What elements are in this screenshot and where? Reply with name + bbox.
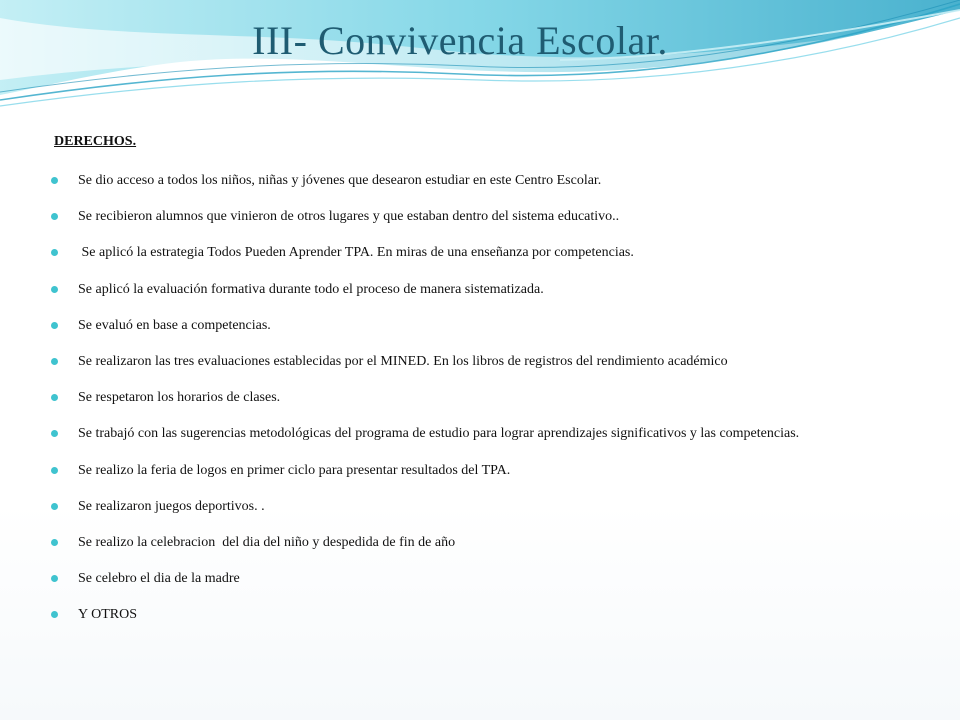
bullet-dot-icon: [51, 286, 58, 293]
list-item: [48, 236, 928, 269]
list-item-text: Se evaluó en base a competencias.: [78, 317, 271, 333]
list-item: [48, 200, 928, 233]
list-item-text: Se realizaron las tres evaluaciones establecidas por el MINED. En los libros de registros del rendimiento académico: [78, 353, 728, 369]
list-item: [48, 417, 928, 450]
list-item: [48, 562, 928, 595]
list-item-text: Se realizo la feria de logos en primer ciclo para presentar resultados del TPA.: [78, 462, 511, 478]
list-item-text: Se recibieron alumnos que vinieron de otros lugares y que estaban dentro del sistema educativo..: [78, 209, 620, 225]
list-item-text: Se dio acceso a todos los niños, niñas y jóvenes que desearon estudiar en este Centro Escolar.: [78, 173, 602, 188]
bullet-dot-icon: [51, 249, 58, 256]
slide-title: III- Convivencia Escolar.: [252, 18, 668, 63]
bullet-list: [48, 164, 928, 634]
list-item-text: Se realizo la celebracion del dia del niño y despedida de fin de año: [78, 534, 456, 550]
list-item-text: Se aplicó la evaluación formativa durante todo el proceso de manera sistematizada.: [78, 281, 544, 297]
bullet-dot-icon: [51, 430, 58, 437]
bullet-dot-icon: [51, 322, 58, 329]
list-item: [48, 309, 928, 342]
list-item: [48, 345, 928, 378]
list-item-text: Se celebro el dia de la madre: [78, 571, 240, 587]
list-item: [48, 526, 928, 559]
list-item: [48, 381, 928, 414]
bullet-dot-icon: [51, 539, 58, 546]
list-item: [48, 598, 928, 631]
bullet-dot-icon: [51, 394, 58, 401]
list-item-text: Se trabajó con las sugerencias metodológicas del programa de estudio para lograr aprendizajes significativos y las competencias.: [78, 426, 800, 442]
bullet-dot-icon: [51, 358, 58, 365]
bullet-dot-icon: [51, 213, 58, 220]
list-item-text: Se realizaron juegos deportivos. .: [78, 498, 265, 514]
list-item-text: Y OTROS: [78, 607, 137, 623]
section-heading: DERECHOS.: [54, 134, 137, 149]
bullet-dot-icon: [51, 575, 58, 582]
list-item: [48, 273, 928, 306]
bullet-dot-icon: [51, 177, 58, 184]
bullet-dot-icon: [51, 467, 58, 474]
list-item: [48, 164, 928, 197]
bullet-dot-icon: [51, 503, 58, 510]
bullet-dot-icon: [51, 611, 58, 618]
list-item: [48, 454, 928, 487]
list-item-text: Se respetaron los horarios de clases.: [78, 390, 281, 406]
list-item: [48, 490, 928, 523]
list-item-text: Se aplicó la estrategia Todos Pueden Aprender TPA. En miras de una enseñanza por competencias.: [78, 245, 634, 261]
